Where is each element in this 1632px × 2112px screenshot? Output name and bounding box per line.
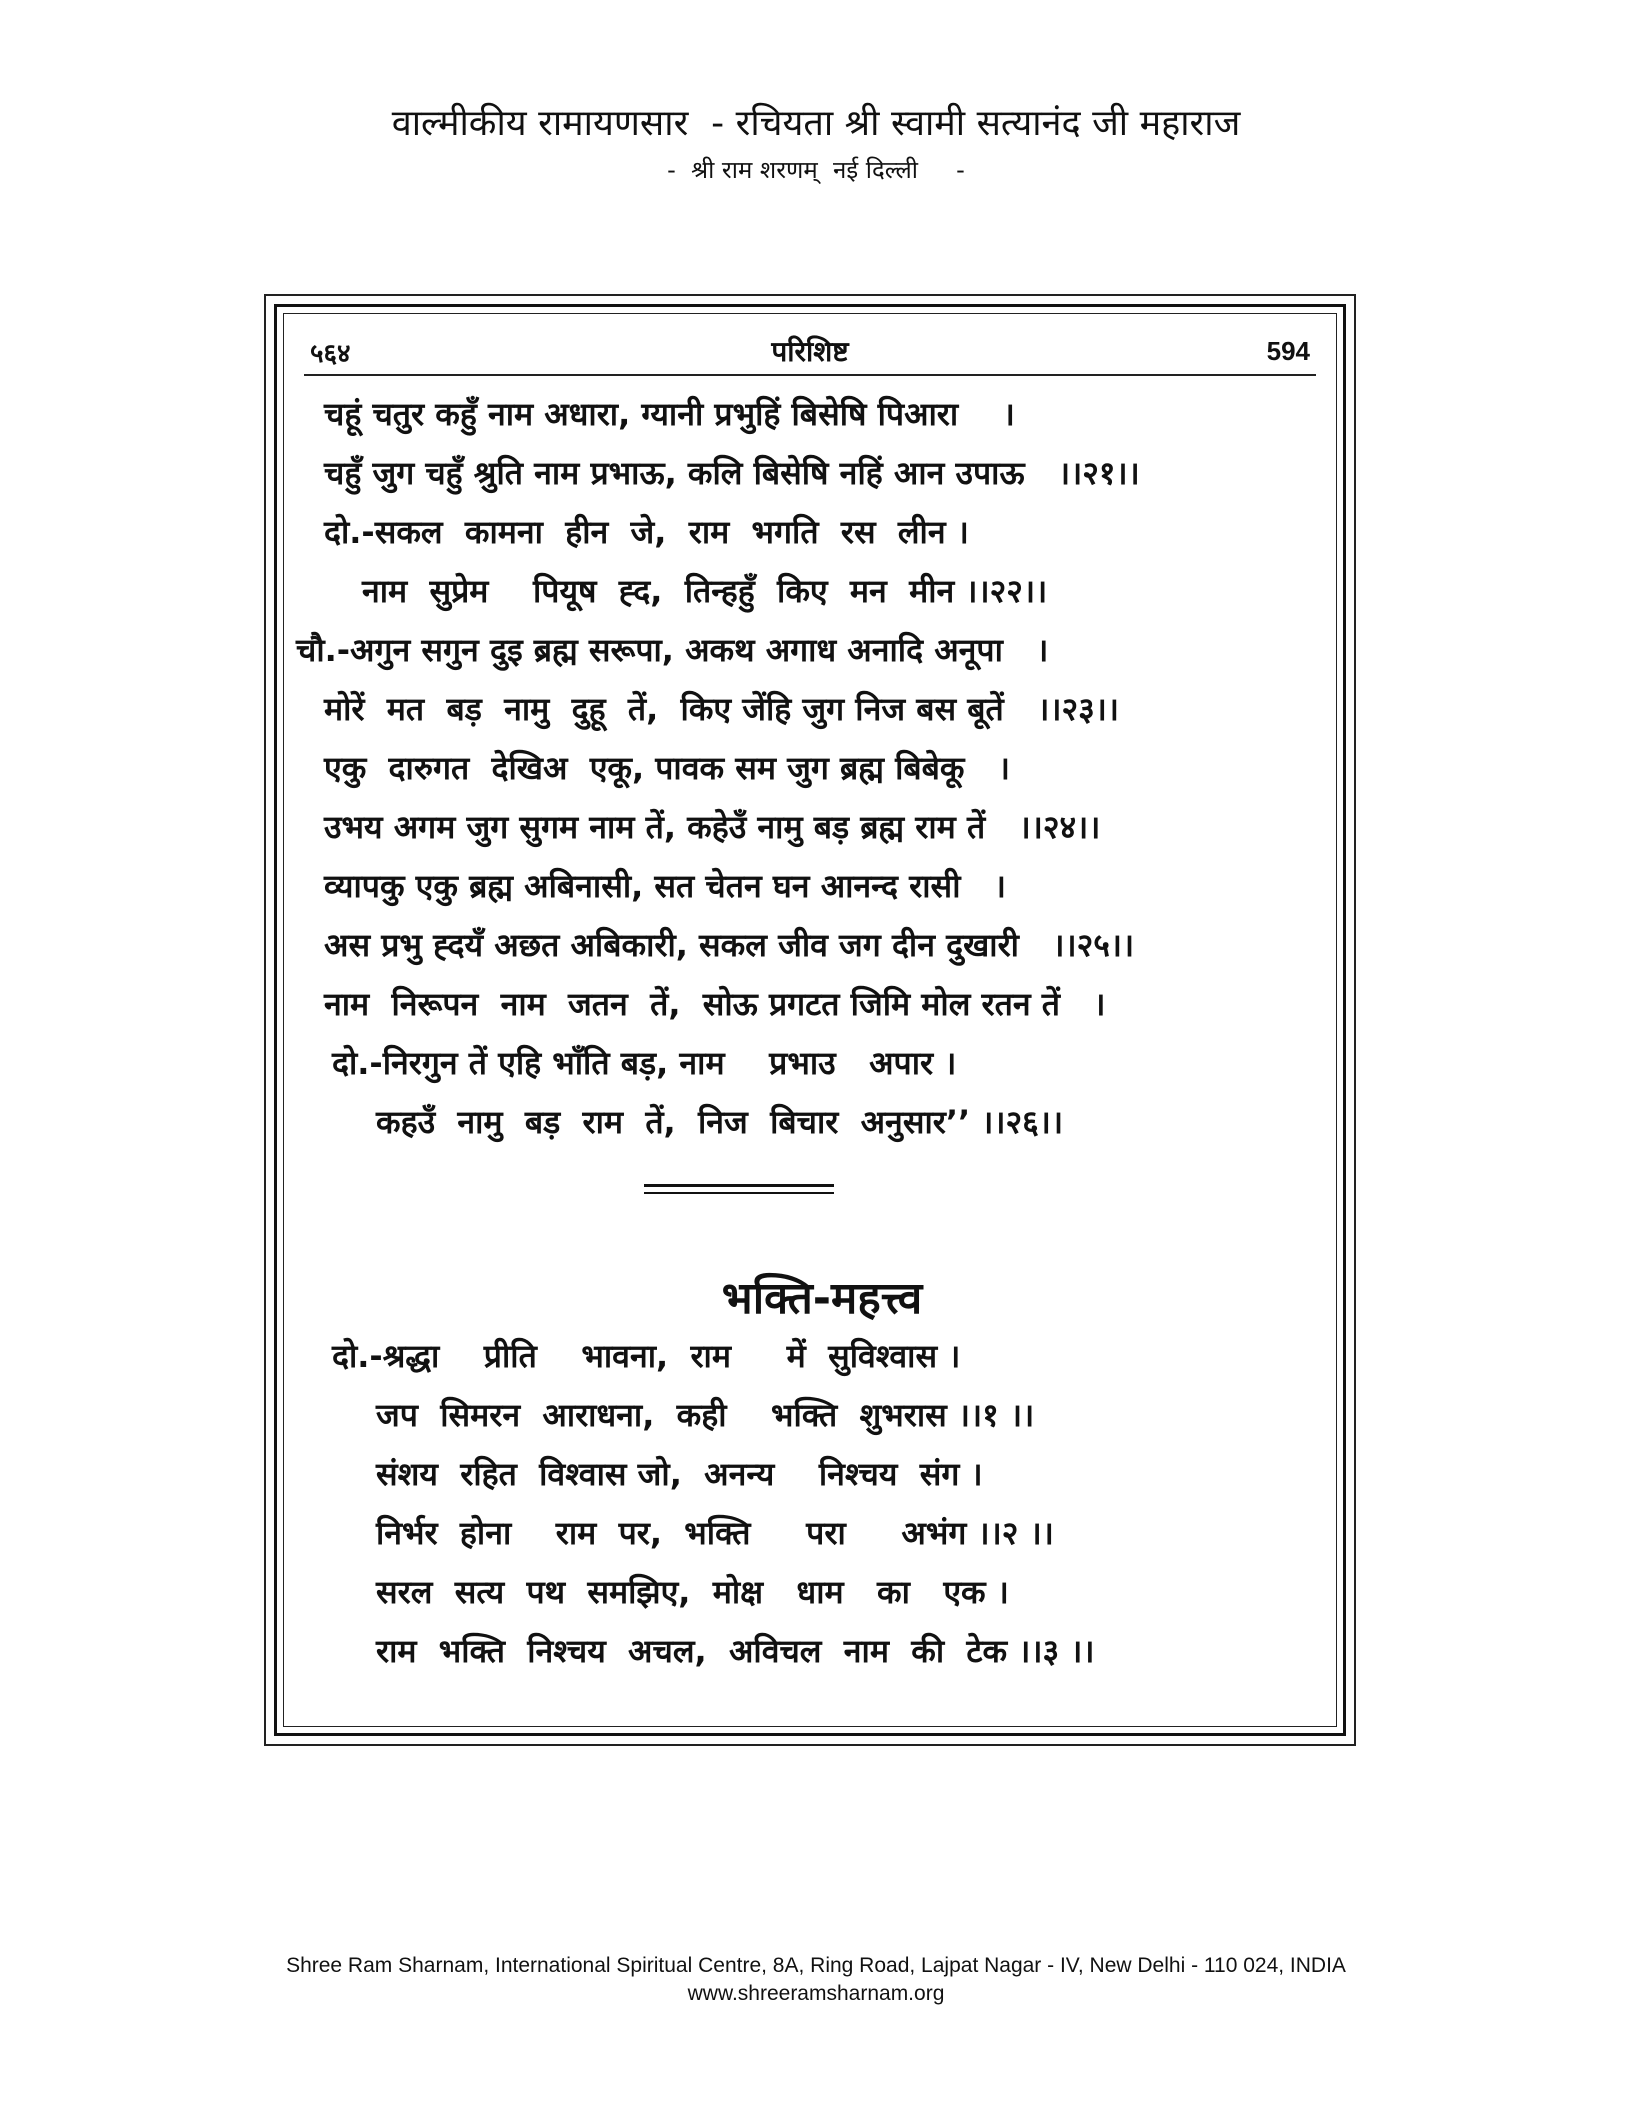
document-subtitle: - श्री राम शरणम् नई दिल्ली - [667, 156, 965, 184]
section-divider [644, 1184, 834, 1187]
document-header [0, 100, 1632, 186]
verse-line: कहउँ नामु बड़ राम तें, निज बिचार अनुसार’’ ।।२६।। [376, 1103, 1064, 1141]
verse-line: मोरें मत बड़ नामु दुहू तें, किए जेंहि जुग निज बस बूतें ।।२३।। [324, 690, 1120, 728]
verse-line: व्यापकु एकु ब्रह्म अबिनासी, सत चेतन घन आनन्द रासी । [324, 867, 1007, 905]
section-heading: भक्ति-महत्त्व [721, 1273, 923, 1324]
verse-line: चहुँ जुग चहुँ श्रुति नाम प्रभाऊ, कलि बिसेषि नहिं आन उपाऊ ।।२१।। [324, 454, 1140, 492]
page-running-head [304, 328, 1316, 376]
footer-address: Shree Ram Sharnam, International Spiritual Centre, 8A, Ring Road, Lajpat Nagar - IV, New Delhi - 110 024, INDIA [286, 1954, 1346, 1977]
page-number-devanagari: ५६४ [310, 339, 351, 369]
page-frame-inner-line [283, 313, 1337, 1727]
verse-line: चौ.-अगुन सगुन दुइ ब्रह्म सरूपा, अकथ अगाध अनादि अनूपा । [296, 631, 1049, 669]
verse-line: निर्भर होना राम पर, भक्ति परा अभंग ।।२ ।। [376, 1514, 1054, 1552]
verse-line: दो.-श्रद्धा प्रीति भावना, राम में सुविश्वास । [332, 1337, 961, 1375]
verse-line: राम भक्ति निश्चय अचल, अविचल नाम की टेक ।।३ ।। [376, 1632, 1095, 1670]
verse-line: नाम सुप्रेम पियूष ह्द, तिन्हहुँ किए मन मीन ।।२२।। [362, 572, 1048, 610]
verse-line: नाम निरूपन नाम जतन तें, सोऊ प्रगटत जिमि मोल रतन तें । [324, 985, 1106, 1023]
verse-line: संशय रहित विश्वास जो, अनन्य निश्चय संग । [376, 1455, 983, 1493]
verse-line: चहूं चतुर कहुँ नाम अधारा, ग्यानी प्रभुहिं बिसेषि पिआरा । [324, 395, 1015, 433]
page-section-title: परिशिष्ट [771, 335, 849, 368]
verse-line: एकु दारुगत देखिअ एकू, पावक सम जुग ब्रह्म बिबेकू । [324, 749, 1011, 787]
page-frame [264, 294, 1356, 1746]
verse-line: सरल सत्य पथ समझिए, मोक्ष धाम का एक । [376, 1573, 1009, 1611]
document-title: वाल्मीकीय रामायणसार - रचियता श्री स्वामी सत्यानंद जी महाराज [391, 103, 1241, 144]
footer-website: www.shreeramsharnam.org [687, 1982, 945, 2005]
verse-line: उभय अगम जुग सुगम नाम तें, कहेउँ नामु बड़ ब्रह्म राम तें ।।२४।। [324, 808, 1101, 846]
page-frame-inner [274, 304, 1346, 1736]
verse-line: अस प्रभु ह्दयँ अछत अबिकारी, सकल जीव जग दीन दुखारी ।।२५।। [324, 926, 1135, 964]
verse-line: दो.-निरगुन तें एहि भाँति बड़, नाम प्रभाउ अपार । [332, 1044, 957, 1082]
verse-line: जप सिमरन आराधना, कही भक्ति शुभरास ।।१ ।। [376, 1396, 1035, 1434]
page-number: 594 [1266, 336, 1310, 366]
document-footer [0, 1952, 1632, 2008]
section-divider-thin [644, 1192, 834, 1194]
verse-line: दो.-सकल कामना हीन जे, राम भगति रस लीन । [324, 513, 969, 551]
